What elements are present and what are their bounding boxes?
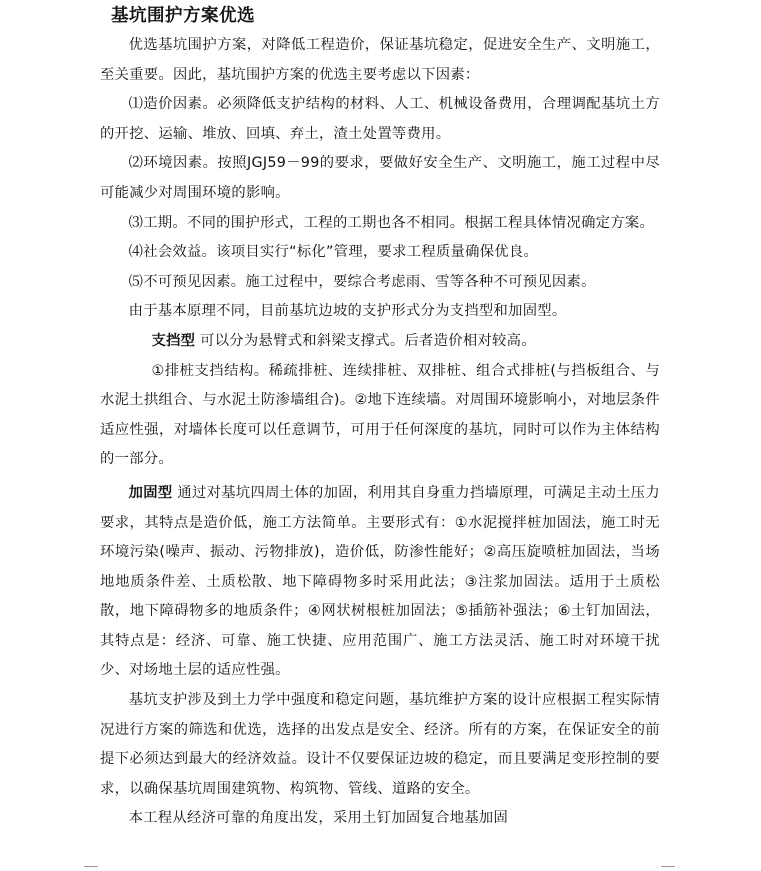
paragraph-factor-social: ⑷社会效益。该项目实行“标化”管理，要求工程质量确保优良。 bbox=[128, 244, 539, 261]
paragraph-intro: 优选基坑围护方案，对降低工程造价，保证基坑稳定，促进安全生产、文明施工，至关重要。因此，基坑围护方案的优选主要考虑以下因素： bbox=[100, 37, 660, 83]
page-corner-mark-left bbox=[84, 866, 98, 867]
paragraph-reinforce bbox=[100, 479, 660, 686]
paragraph-analysis: 基坑支护涉及到土力学中强度和稳定问题，基坑维护方案的设计应根据工程实际情况进行方案的筛选和优选，选择的出发点是安全、经济。所有的方案，在保证安全的前提下必须达到最大的经济效益。设计不仅要保证边坡的稳定，而且要满足变形控制的要求，以确保基坑周围建筑物、构筑物、管线、道路的安全。 bbox=[100, 692, 660, 797]
reinforce-text: 通过对基坑四周土体的加固，利用其自身重力挡墙原理，可满足主动土压力要求，其特点是造价低，施工方法简单。主要形式有：①水泥搅拌桩加固法，施工时无环境污染(噪声、振动、污物排放)，造价低，防渗性能好；②高压旋喷桩加固法，当场地地质条件差、土质松散、地下障碍物多时采用此法；③注浆加固法。适用于土质松散，地下障碍物多的地质条件；④网状树根桩加固法；⑤插筋补强法；⑥土钉加固法，其特点是：经济、可靠、施工快捷、应用范围广、施工方法灵活、施工时对环境干扰少、对场地土层的适应性强。 bbox=[100, 484, 660, 679]
paragraph-factor-schedule: ⑶工期。不同的围护形式，工程的工期也各不相同。根据工程具体情况确定方案。 bbox=[128, 214, 655, 231]
body-text bbox=[100, 31, 660, 834]
section-title: 基坑围护方案优选 bbox=[111, 6, 255, 26]
paragraph-factor-cost: ⑴造价因素。必须降低支护结构的材料、人工、机械设备费用，合理调配基坑土方的开挖、运输、堆放、回填、弃土，渣土处置等费用。 bbox=[100, 96, 660, 142]
retaining-text: 可以分为悬臂式和斜梁支撑式。后者造价相对较高。 bbox=[195, 332, 536, 349]
paragraph-conclusion: 本工程从经济可靠的角度出发，采用土钉加固复合地基加固 bbox=[128, 810, 509, 827]
page-corner-mark-right bbox=[661, 866, 675, 867]
retaining-label: 支挡型 bbox=[151, 332, 196, 349]
paragraph-factor-environment: ⑵环境因素。按照JGJ59－99的要求，要做好安全生产、文明施工，施工过程中尽可能减少对周围环境的影响。 bbox=[100, 155, 660, 201]
paragraph-retaining bbox=[100, 327, 660, 357]
reinforce-label: 加固型 bbox=[128, 484, 173, 501]
paragraph-support-types: 由于基本原理不同，目前基坑边坡的支护形式分为支挡型和加固型。 bbox=[128, 303, 567, 320]
paragraph-retaining-detail: ①排桩支挡结构。稀疏排桩、连续排桩、双排桩、组合式排桩(与挡板组合、与水泥土拱组合、与水泥土防渗墙组合)。②地下连续墙。对周围环境影响小，对地层条件适应性强，对墙体长度可以任意调节，可用于任何深度的基坑，同时可以作为主体结构的一部分。 bbox=[100, 362, 660, 468]
paragraph-factor-unforeseen: ⑸不可预见因素。施工过程中，要综合考虑雨、雪等各种不可预见因素。 bbox=[128, 273, 596, 290]
